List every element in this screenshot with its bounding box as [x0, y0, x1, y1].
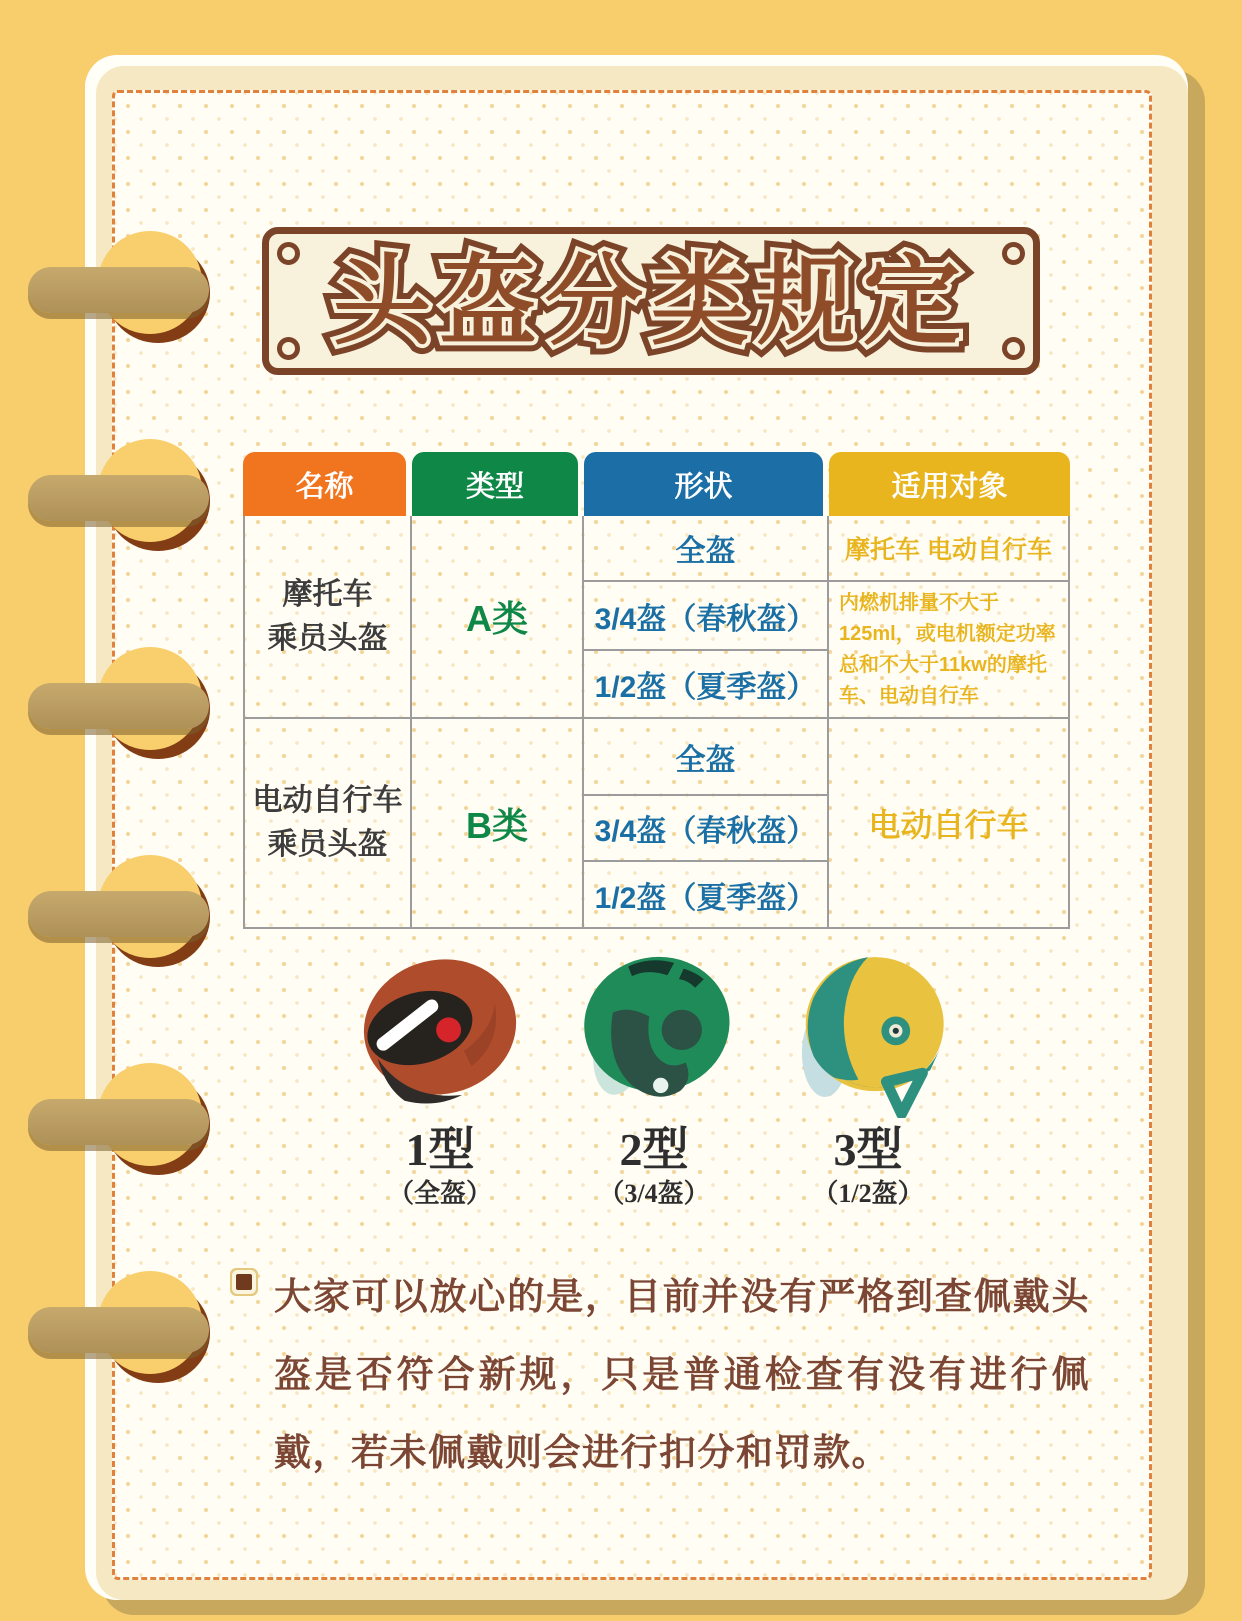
cell-shape-half — [584, 651, 829, 719]
cell-type-a — [412, 516, 584, 719]
square-bullet-icon — [236, 1274, 252, 1290]
cell-target-ebike — [829, 719, 1070, 929]
shape-label: 全盔 — [675, 535, 736, 568]
three-quarter-helmet-icon — [563, 936, 745, 1118]
name-line: 乘员头盔 — [267, 621, 388, 655]
cell-target-detail — [829, 582, 1070, 719]
ring-bar — [28, 1307, 209, 1353]
page-title: 头盔分类规定 头盔分类规定 头盔分类规定 — [269, 234, 1033, 368]
cell-shape-full — [584, 516, 829, 582]
column-header-label: 适用对象 — [891, 470, 1008, 503]
helmet-type-1 — [333, 936, 547, 1212]
reassurance-note — [236, 1258, 1096, 1492]
shape-label: 3/4盔（春秋盔） — [594, 815, 817, 848]
binder-ring — [28, 435, 218, 555]
name-line: 摩托车 — [282, 577, 373, 611]
ring-bar — [28, 1099, 209, 1145]
ring-bar — [28, 267, 209, 313]
shape-label: 3/4盔（春秋盔） — [594, 602, 817, 636]
cell-name-motorcycle-helmet — [243, 516, 412, 719]
column-header-type — [412, 452, 578, 516]
cell-target-motorcycle-ebike — [829, 516, 1070, 582]
helmet-type-2 — [547, 936, 761, 1212]
cell-shape-half — [584, 862, 829, 929]
helmet-illustrations — [333, 936, 975, 1212]
helmet-type-3 — [761, 936, 975, 1212]
name-line: 电动自行车 — [252, 784, 403, 817]
ring-bar — [28, 475, 209, 521]
note-text: 大家可以放心的是，目前并没有严格到查佩戴头盔是否符合新规，只是普通检查有没有进行佩戴，若未佩戴则会进行扣分和罚款。 — [274, 1276, 1090, 1473]
column-header-name — [243, 452, 406, 516]
binder-ring — [28, 851, 218, 971]
helmet-type-label: 2型 — [619, 1124, 689, 1175]
binder-ring — [28, 227, 218, 347]
helmet-type-label: 3型 — [833, 1124, 903, 1175]
shape-label: 1/2盔（夏季盔） — [594, 671, 817, 704]
column-header-label: 类型 — [465, 470, 524, 503]
binder-ring — [28, 1059, 218, 1179]
binder-ring — [28, 1267, 218, 1387]
type-label: B类 — [466, 804, 528, 846]
cell-shape-three-quarter — [584, 582, 829, 651]
ring-bar — [28, 891, 209, 937]
cell-shape-three-quarter — [584, 796, 829, 862]
helmet-shape-label: （全盔） — [387, 1179, 492, 1208]
column-header-shape — [584, 452, 823, 516]
full-face-helmet-icon — [349, 936, 531, 1118]
helmet-shape-label: （3/4盔） — [598, 1179, 710, 1208]
cell-shape-full — [584, 719, 829, 796]
helmet-shape-label: （1/2盔） — [812, 1179, 924, 1208]
title-banner — [262, 227, 1040, 375]
shape-label: 全盔 — [675, 743, 736, 777]
shape-label: 1/2盔（夏季盔） — [594, 881, 817, 915]
helmet-type-label: 1型 — [405, 1124, 475, 1175]
column-header-target — [829, 452, 1070, 516]
classification-table — [243, 452, 1070, 929]
target-label: 摩托车 电动自行车 — [845, 536, 1052, 564]
column-header-label: 名称 — [295, 470, 354, 503]
target-label: 电动自行车 — [868, 807, 1029, 843]
type-label: A类 — [466, 598, 528, 639]
ring-bar — [28, 683, 209, 729]
name-line: 乘员头盔 — [267, 828, 388, 861]
target-detail-text: 内燃机排量不大于125ml，或电机额定功率总和不大于11kw的摩托车、电动自行车 — [839, 591, 1056, 707]
binder-ring — [28, 643, 218, 763]
half-helmet-icon — [777, 936, 959, 1118]
column-header-label: 形状 — [674, 470, 733, 503]
cell-type-b — [412, 719, 584, 929]
cell-name-ebike-helmet — [243, 719, 412, 929]
